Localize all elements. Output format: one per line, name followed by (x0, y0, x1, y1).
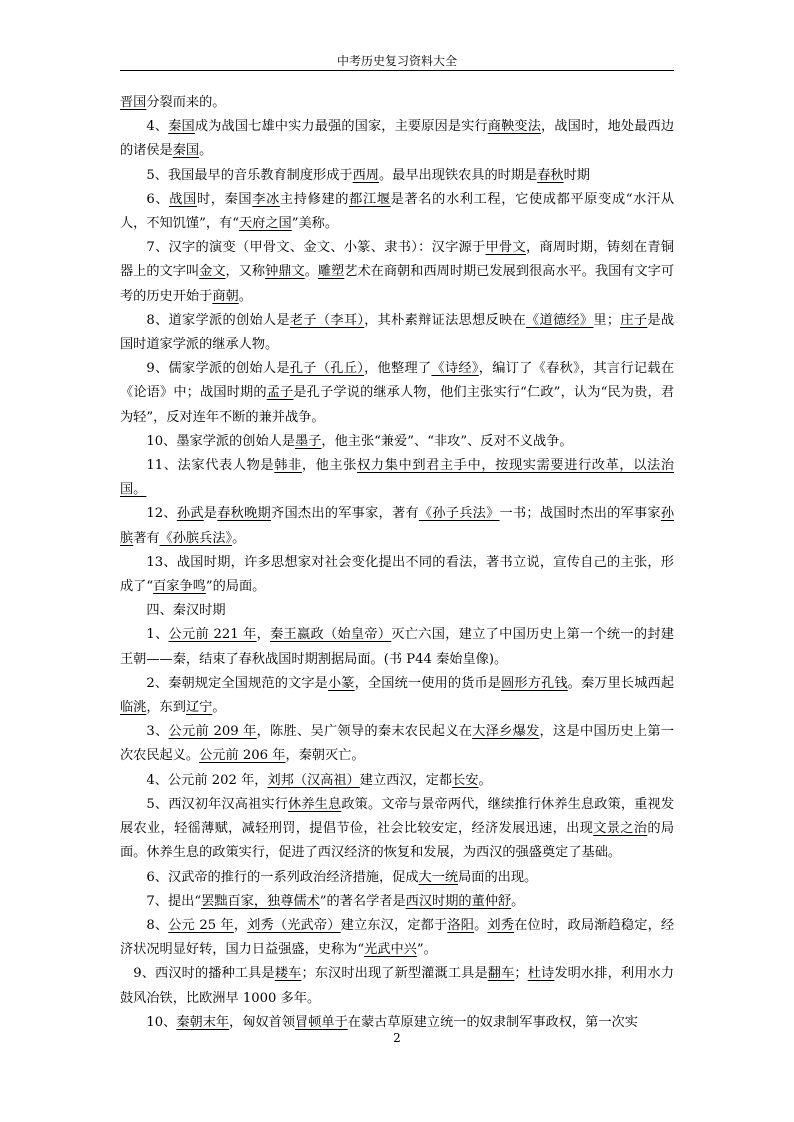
text-run: ，全国统一使用的货币是 (354, 675, 502, 691)
underlined-keyword: 光武中兴 (364, 942, 417, 958)
underlined-keyword: 大泽乡爆发 (472, 724, 540, 740)
text-run: 。 (232, 530, 246, 546)
paragraph (120, 890, 674, 914)
underlined-keyword: 墨子 (295, 433, 322, 449)
underlined-keyword: 庄子 (620, 312, 648, 328)
text-run: 时期 (563, 167, 590, 183)
underlined-keyword: 商鞅变法 (487, 119, 542, 135)
underlined-keyword: 孙武 (176, 506, 204, 522)
underlined-keyword: 孙膑 (120, 506, 675, 546)
text-run: ， (256, 627, 271, 643)
paragraph (120, 720, 674, 768)
text-run: 5、西汉初年汉高祖实行 (146, 796, 289, 812)
paragraph (120, 962, 674, 1010)
paragraph (120, 551, 674, 599)
text-run: 9、儒家学派的创始人是 (146, 361, 290, 377)
underlined-keyword: 晋国 (120, 95, 147, 110)
text-run: ，其朴素辩证法思想反映在 (364, 312, 526, 328)
text-run: 8、 (146, 917, 169, 933)
header-rule (120, 70, 674, 71)
text-run: ，秦朝灭亡。 (285, 748, 365, 764)
text-run: 5、我国最早的音乐教育制度形成于 (146, 167, 353, 183)
text-run: 局面的出现。 (458, 869, 538, 885)
text-run: ”的著名学者是 (319, 893, 406, 909)
text-run: ； (514, 966, 528, 982)
paragraph (120, 115, 674, 163)
text-run: 。 (474, 917, 488, 933)
paragraph (120, 914, 674, 962)
text-run: 在蒙古草原建立统一的奴隶制军事政权，第一次实 (347, 1014, 638, 1030)
paragraph (120, 866, 674, 890)
text-run: ，匈奴首领 (229, 1014, 296, 1030)
paragraph (120, 357, 674, 430)
underlined-keyword: 都江堰 (349, 191, 391, 207)
underlined-keyword: 《孙膑兵法》 (159, 530, 233, 546)
text-run: 时，秦国 (196, 191, 253, 207)
underlined-keyword: 长安 (452, 772, 479, 788)
text-run: 著有 (133, 530, 160, 546)
text-run: 在位时，政局渐趋稳定，经济状况明显好转，国力日益强盛，史称为“ (120, 917, 675, 958)
underlined-keyword: 公元前 206 年 (199, 748, 286, 764)
underlined-keyword: 杜诗 (527, 966, 555, 982)
text-run: 分裂而来的。 (146, 95, 226, 110)
underlined-keyword: 春秋晚期 (217, 506, 271, 522)
text-run: 的局面。休养生息的政策实行，促进了西汉经济的恢复和发展，为西汉的强盛奠定了基础。 (120, 821, 675, 861)
text-run: 9、西汉时的播种工具是 (133, 966, 275, 982)
text-run: ， (233, 917, 248, 933)
text-run: ，他整理了 (364, 361, 432, 377)
paragraph (120, 454, 674, 502)
text-run: 是著名的水利工程，它使成都平原变成“水汗从人，不知饥馑”，有“ (120, 191, 675, 232)
document-body (120, 91, 674, 1035)
text-run: ”。 (416, 942, 437, 958)
underlined-keyword: 《孙子兵法》 (418, 506, 500, 522)
text-run: ，他主张 (301, 458, 358, 474)
underlined-keyword: 公元前 221 年 (168, 627, 257, 643)
underlined-keyword: 孔子（孔丘） (289, 361, 365, 377)
text-run: ”美称。 (291, 216, 339, 232)
page-header-title: 中考历史复习资料大全 (336, 54, 457, 68)
underlined-keyword: 李冰 (252, 191, 280, 207)
text-run: ”的局面。 (205, 579, 266, 595)
underlined-keyword: 百家争鸣 (153, 579, 206, 595)
text-run: 是孔子学说的继承人物，他们主张实行“仁政”，认为“民为贵，君为轻”，反对连年不断的兼并战争。 (120, 385, 675, 425)
paragraph (120, 793, 674, 866)
underlined-keyword: 洛阳 (447, 917, 475, 933)
text-run: 四、秦汉时期 (146, 603, 226, 619)
underlined-keyword: 商朝 (212, 288, 239, 304)
underlined-keyword: 耧车 (274, 966, 302, 982)
underlined-keyword: 春秋 (537, 167, 564, 183)
underlined-keyword: 临洮 (120, 700, 147, 716)
underlined-keyword: 文景之治 (593, 821, 648, 837)
text-run: 艺术在商朝和西周时期已发展到很高水平。我国有文字可考的历史开始于 (120, 264, 675, 304)
text-run: 6、 (146, 191, 170, 207)
paragraph (120, 599, 674, 623)
underlined-keyword: 刘秀（光武帝） (247, 917, 341, 933)
text-run: 11、法家代表人物是 (146, 458, 275, 474)
text-run: 4、 (146, 119, 169, 135)
paragraph (120, 502, 674, 550)
text-run: 发明水排，利用水力鼓风冶铁，比欧洲早 1000 多年。 (120, 966, 675, 1006)
underlined-keyword: 《诗经》 (431, 361, 479, 377)
text-run: ，商周时期，铸刻在青铜器上的文字叫 (120, 240, 675, 280)
text-run: ，东到 (146, 700, 186, 716)
underlined-keyword: 战国 (169, 191, 197, 207)
text-run: 是战国时道家学派的继承人物。 (120, 312, 675, 353)
underlined-keyword: 罢黜百家，独尊儒术 (201, 893, 320, 909)
underlined-keyword: 刘邦（汉高祖） (267, 772, 360, 788)
underlined-keyword: 大一统 (418, 869, 459, 885)
underlined-keyword: 金文 (199, 264, 226, 280)
underlined-keyword: 西周 (352, 167, 379, 183)
text-run: 是 (203, 506, 218, 522)
text-run: 12、 (146, 506, 177, 522)
underlined-keyword: 钟鼎文 (265, 264, 305, 280)
text-run: 里； (593, 312, 621, 328)
paragraph (120, 672, 674, 720)
underlined-keyword: 秦王嬴政（始皇帝） (270, 627, 392, 643)
text-run: 主持修建的 (279, 191, 350, 207)
text-run: 政策。文帝与景帝两代，继续推行休养生息政策，重视发展农业，轻徭薄赋，减轻刑罚，提倡节俭，社会比较安定，经济发展迅速，出现 (120, 796, 675, 837)
underlined-keyword: 休养生息 (288, 796, 342, 812)
text-run: 10、墨家学派的创始人是 (146, 433, 296, 449)
text-run: 。 (238, 288, 252, 304)
underlined-keyword: 圆形方孔钱 (501, 675, 568, 691)
text-run: 4、公元前 202 年， (146, 772, 268, 788)
underlined-keyword: 秦朝末年 (176, 1014, 230, 1030)
paragraph (120, 309, 674, 357)
underlined-keyword: 《道德经》 (526, 312, 594, 328)
underlined-keyword: 西汉时期的董仲舒 (405, 893, 512, 909)
text-run: ，他主张“兼爱”、“非攻”、反对不义战争。 (321, 433, 573, 449)
text-run: ，战国时，地处最西边的诸侯是 (120, 119, 675, 159)
underlined-keyword: 冒顿单于 (295, 1014, 348, 1030)
underlined-keyword: 公元前 209 年 (168, 724, 257, 740)
underlined-keyword: 天府之国 (238, 216, 292, 232)
text-run: 一书；战国时杰出的军事家 (499, 506, 661, 522)
text-run: ，编订了《春秋》，其言行记载在《论语》中；战国时期的 (120, 361, 675, 401)
text-run: 7、提出“ (146, 893, 202, 909)
text-run: 6、汉武帝的推行的一系列政治经济措施，促成 (146, 869, 419, 885)
text-run: 建立西汉，定都 (359, 772, 453, 788)
text-run: 13、战国时期，许多思想家对社会变化提出不同的看法，著书立说，宣传自己的主张，形成了“ (120, 554, 674, 595)
text-run: 。 (304, 264, 318, 280)
underlined-keyword: 孟子 (266, 385, 294, 401)
text-run: 7、汉字的演变（甲骨文、金文、小篆、隶书）：汉字源于 (146, 240, 486, 256)
text-run: ，陈胜、吴广领导的秦末农民起义在 (256, 724, 473, 740)
text-run: 。最早出现铁农具的时期是 (378, 167, 538, 183)
text-run: 灭亡六国，建立了中国历史上第一个统一的封建王朝——秦，结束了春秋战国时期割据局面。(书 P44 秦始皇像)。 (120, 627, 675, 667)
page-number: 2 (393, 1031, 401, 1045)
text-run: ；东汉时出现了新型灌溉工具是 (301, 966, 488, 982)
underlined-keyword: 韩非 (274, 458, 302, 474)
text-run: 。秦万里长城西起 (567, 675, 675, 691)
paragraph (120, 623, 674, 671)
underlined-keyword: 权力集中到君主手中，按现实需要进行改革，以法治国。 (120, 458, 675, 498)
text-run: 。 (511, 893, 525, 909)
underlined-keyword: 辽宁 (185, 700, 213, 716)
text-run: 齐国杰出的军事家，著有 (271, 506, 419, 522)
text-run: 8、道家学派的创始人是 (146, 312, 290, 328)
text-run: 。 (199, 143, 213, 159)
underlined-keyword: 刘秀 (487, 917, 515, 933)
underlined-keyword: 甲骨文 (485, 240, 526, 256)
underlined-keyword: 翻车 (487, 966, 515, 982)
paragraph (120, 91, 674, 115)
underlined-keyword: 老子（李耳） (289, 312, 365, 328)
text-run: 成为战国七雄中实力最强的国家，主要原因是实行 (194, 119, 488, 135)
underlined-keyword: 秦国 (168, 119, 195, 135)
text-run: ，这是中国历史上第一次农民起义。 (120, 724, 675, 764)
text-run: 。 (212, 700, 226, 716)
text-run: 10、 (146, 1014, 177, 1030)
paragraph (120, 430, 674, 454)
underlined-keyword: 公元 25 年 (168, 917, 234, 933)
paragraph (120, 188, 674, 236)
text-run: 3、 (146, 724, 169, 740)
text-run: 。 (478, 772, 492, 788)
paragraph (120, 164, 674, 188)
text-run: 建立东汉，定都于 (340, 917, 448, 933)
underlined-keyword: 秦国 (172, 143, 200, 159)
underlined-keyword: 雕塑 (317, 264, 345, 280)
paragraph (120, 769, 674, 793)
underlined-keyword: 小篆 (327, 675, 355, 691)
text-run: ，又称 (225, 264, 266, 280)
paragraph (120, 236, 674, 309)
text-run: 2、秦朝规定全国规范的文字是 (146, 675, 328, 691)
text-run: 1、 (146, 627, 169, 643)
